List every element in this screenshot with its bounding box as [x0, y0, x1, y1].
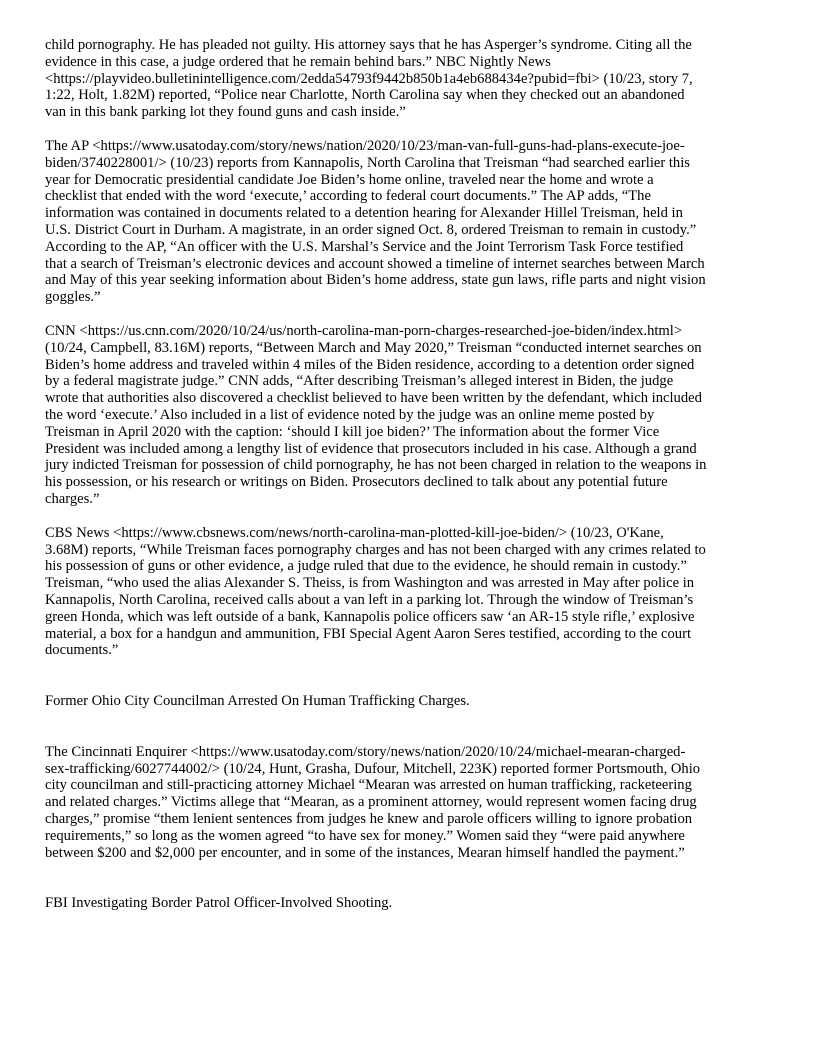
paragraph-nbc-report: child pornography. He has pleaded not guilty. His attorney says that he has Asperger’s syndrome. Citing all the evidence in this case, a judge ordered that he remain behind bars.” NBC Nightly News <https://playvideo.bulletinintelligence.com/2edda54793f9442b850b1a4eb688434e?pubid=fbi> (10/23, story 7, 1:22, Holt, 1.82M) reported, “Police near Charlotte, North Carolina say when they checked out an abandoned van in this bank parking lot they found guns and cash inside.”: [45, 37, 693, 121]
section-heading-border-patrol: FBI Investigating Border Patrol Officer-Involved Shooting.: [45, 895, 393, 912]
section-heading-ohio-councilman: Former Ohio City Councilman Arrested On Human Trafficking Charges.: [45, 693, 470, 710]
document-page: [45, 37, 773, 912]
paragraph-cincinnati-enquirer-report: The Cincinnati Enquirer <https://www.usatoday.com/story/news/nation/2020/10/24/michael-mearan-charged- sex-trafficking/6027744002/> (10/24, Hunt, Grasha, Dufour, Mitchell, 223K) reported former Portsmouth, Ohio city councilman and still-practicing attorney Michael “Mearan was arrested on human trafficking, racketeering and related charges.” Victims allege that “Mearan, as a prominent attorney, would represent women facing drug charges,” promise “them lenient sentences from judges he knew and parole officers willing to ignore probation requirements,” so long as the women agreed “to have sex for money.” Women said they “were paid anywhere between $200 and $2,000 per encounter, and in some of the instances, Mearan himself handled the payment.”: [45, 743, 701, 861]
paragraph-ap-report: The AP <https://www.usatoday.com/story/news/nation/2020/10/23/man-van-full-guns-had-plans-execute-joe- biden/3740228001/> (10/23) reports from Kannapolis, North Carolina that Treisman “had searched earlier this year for Democratic presidential candidate Joe Biden’s home online, traveled near the home and wrote a checklist that ended with the word ‘execute,’ according to federal court documents.” The AP adds, “The information was contained in documents related to a detention hearing for Alexander Hillel Treisman, held in U.S. District Court in Durham. A magistrate, in an order signed Oct. 8, ordered Treisman to remain in custody.” According to the AP, “An officer with the U.S. Marshal’s Service and the Joint Terrorism Task Force testified that a search of Treisman’s electronic devices and account showed a timeline of internet searches between March and May of this year seeking information about Biden’s home address, state gun laws, rifle parts and night vision goggles.”: [45, 137, 706, 306]
paragraph-cnn-report: CNN <https://us.cnn.com/2020/10/24/us/north-carolina-man-porn-charges-researched-joe-biden/index.html> (10/24, Campbell, 83.16M) reports, “Between March and May 2020,” Treisman “conducted internet searches on Biden’s home address and traveled within 4 miles of the Biden residence, according to a detention order signed by a federal magistrate judge.” CNN adds, “After describing Treisman’s alleged interest in Biden, the judge wrote that authorities also discovered a checklist believed to have been written by the defendant, which included the word ‘execute.’ Also included in a list of evidence noted by the judge was an online meme posted by Treisman in April 2020 with the caption: ‘should I kill joe biden?’ The information about the former Vice President was included among a lengthy list of evidence that prosecutors included in his case. Although a grand jury indicted Treisman for possession of child pornography, he has not been charged in relation to the weapons in his possession, or his research or writings on Biden. Prosecutors declined to talk about any potential future charges.”: [45, 322, 707, 507]
paragraph-cbs-report: CBS News <https://www.cbsnews.com/news/north-carolina-man-plotted-kill-joe-biden/> (10/23, O'Kane, 3.68M) reports, “While Treisman faces pornography charges and has not been charged with any crimes related to his possession of guns or other evidence, a judge ruled that due to the evidence, he should remain in custody.” Treisman, “who used the alias Alexander S. Theiss, is from Washington and was arrested in May after police in Kannapolis, North Carolina, received calls about a van left in a parking lot. Through the window of Treisman’s green Honda, which was left outside of a bank, Kannapolis police officers saw ‘an AR-15 style rifle,’ explosive material, a box for a handgun and ammunition, FBI Special Agent Aaron Seres testified, according to the court documents.”: [45, 524, 706, 659]
